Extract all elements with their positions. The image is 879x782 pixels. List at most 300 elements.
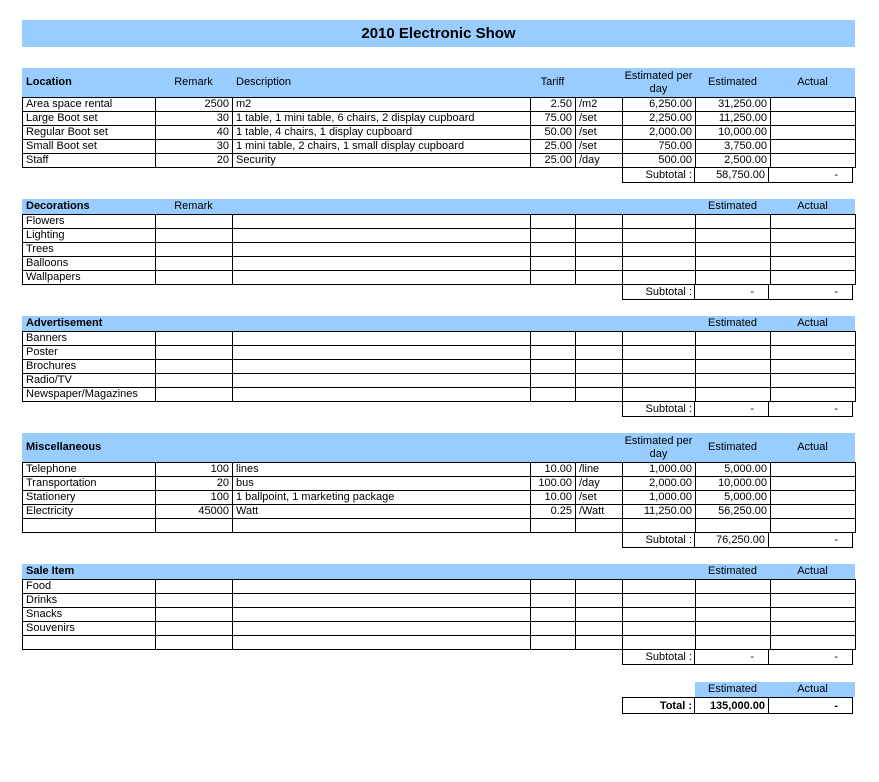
cell-actual: [771, 243, 856, 257]
cell-estimated: 3,750.00: [696, 140, 771, 154]
cell-actual: [771, 360, 856, 374]
cell-actual: [771, 374, 856, 388]
cell-name: Souvenirs: [23, 622, 156, 636]
cell-remark: [156, 594, 233, 608]
cell-tariff: [531, 215, 576, 229]
cell-actual: [771, 477, 856, 491]
cell-estimated: [696, 257, 771, 271]
subtotal-actual: -: [768, 649, 853, 665]
cell-tariff: [531, 243, 576, 257]
total-label: Total :: [622, 697, 695, 714]
subtotal-spacer: [22, 284, 622, 300]
cell-description: [233, 519, 531, 533]
table-row: [23, 463, 856, 477]
location-table: [22, 97, 856, 168]
subtotal-estimated: -: [694, 401, 769, 417]
cell-tariff: [531, 594, 576, 608]
cell-tariff: 25.00: [531, 154, 576, 168]
cell-description: 1 table, 1 mini table, 6 chairs, 2 display cupboard: [233, 112, 531, 126]
cell-remark: [156, 388, 233, 402]
cell-remark: [156, 636, 233, 650]
cell-estimated: [696, 594, 771, 608]
table-row: [23, 608, 856, 622]
column-header-actual: Actual: [797, 76, 828, 88]
total-estimated-value: 135,000.00: [694, 697, 769, 714]
cell-unit: [576, 332, 623, 346]
cell-tariff: [531, 346, 576, 360]
column-header-description: Description: [236, 76, 292, 88]
cell-unit: [576, 243, 623, 257]
subtotal-label: Subtotal :: [622, 401, 695, 417]
cell-actual: [771, 271, 856, 285]
cell-name: Flowers: [23, 215, 156, 229]
column-header-remark: [155, 564, 232, 579]
cell-actual: [771, 622, 856, 636]
column-header-unit: [575, 564, 622, 579]
cell-unit: /day: [576, 154, 623, 168]
cell-estimated: 10,000.00: [696, 126, 771, 140]
cell-per-day: 2,000.00: [623, 477, 696, 491]
cell-per-day: [623, 374, 696, 388]
cell-unit: [576, 346, 623, 360]
cell-remark: 40: [156, 126, 233, 140]
cell-remark: 2500: [156, 98, 233, 112]
cell-estimated: [696, 332, 771, 346]
cell-tariff: [531, 519, 576, 533]
cell-unit: /set: [576, 491, 623, 505]
cell-actual: [771, 229, 856, 243]
total-block: [22, 682, 855, 714]
cell-description: 1 mini table, 2 chairs, 1 small display cupboard: [233, 140, 531, 154]
miscellaneous-table: [22, 462, 856, 533]
cell-actual: [771, 98, 856, 112]
cell-tariff: [531, 608, 576, 622]
cell-estimated: 5,000.00: [696, 463, 771, 477]
cell-actual: [771, 463, 856, 477]
cell-per-day: [623, 243, 696, 257]
cell-remark: [156, 271, 233, 285]
cell-tariff: [531, 580, 576, 594]
cell-per-day: 1,000.00: [623, 463, 696, 477]
column-header-estimated-per-day: [622, 199, 695, 214]
cell-description: [233, 257, 531, 271]
table-row: [23, 257, 856, 271]
cell-per-day: [623, 346, 696, 360]
cell-name: Newspaper/Magazines: [23, 388, 156, 402]
cell-remark: 100: [156, 491, 233, 505]
cell-unit: [576, 636, 623, 650]
cell-tariff: [531, 257, 576, 271]
cell-estimated: [696, 622, 771, 636]
cell-estimated: 11,250.00: [696, 112, 771, 126]
sheet-title: [22, 20, 855, 47]
cell-unit: [576, 594, 623, 608]
column-header-estimated: Estimated: [708, 76, 757, 88]
cell-per-day: [623, 622, 696, 636]
subtotal-actual: -: [768, 532, 853, 548]
cell-description: [233, 346, 531, 360]
section-sale-item: [22, 564, 855, 665]
cell-estimated: [696, 243, 771, 257]
cell-remark: [156, 360, 233, 374]
cell-unit: [576, 271, 623, 285]
subtotal-spacer: [22, 167, 622, 183]
column-header-actual: Actual: [797, 200, 828, 212]
cell-name: Wallpapers: [23, 271, 156, 285]
cell-per-day: 11,250.00: [623, 505, 696, 519]
cell-estimated: [696, 374, 771, 388]
cell-name: Lighting: [23, 229, 156, 243]
cell-tariff: 2.50: [531, 98, 576, 112]
subtotal-row: [22, 284, 855, 300]
subtotal-row: [22, 401, 855, 417]
table-row: [23, 332, 856, 346]
sale-item-table: [22, 579, 856, 650]
cell-actual: [771, 346, 856, 360]
location-header-row: [22, 68, 855, 97]
cell-actual: [771, 112, 856, 126]
column-header-remark: [155, 433, 232, 462]
table-row: [23, 140, 856, 154]
column-header-description: [232, 199, 530, 214]
table-row: [23, 98, 856, 112]
cell-tariff: [531, 622, 576, 636]
column-header-estimated-per-day: [622, 316, 695, 331]
cell-per-day: [623, 519, 696, 533]
column-header-unit: [575, 433, 622, 462]
cell-name: Brochures: [23, 360, 156, 374]
cell-name: Trees: [23, 243, 156, 257]
cell-estimated: [696, 580, 771, 594]
cell-tariff: 10.00: [531, 463, 576, 477]
cell-name: Drinks: [23, 594, 156, 608]
cell-description: lines: [233, 463, 531, 477]
subtotal-actual: -: [768, 167, 853, 183]
cell-description: [233, 332, 531, 346]
cell-name: Electricity: [23, 505, 156, 519]
cell-per-day: 750.00: [623, 140, 696, 154]
table-row: [23, 519, 856, 533]
cell-name: [23, 519, 156, 533]
cell-per-day: [623, 257, 696, 271]
cell-unit: [576, 388, 623, 402]
cell-per-day: [623, 229, 696, 243]
section-title-decorations: Decorations: [26, 200, 90, 212]
cell-tariff: [531, 271, 576, 285]
cell-name: [23, 636, 156, 650]
cell-description: [233, 271, 531, 285]
column-header-estimated: Estimated: [708, 441, 757, 453]
subtotal-label: Subtotal :: [622, 167, 695, 183]
cell-per-day: [623, 360, 696, 374]
cell-actual: [771, 215, 856, 229]
subtotal-label: Subtotal :: [622, 532, 695, 548]
cell-tariff: [531, 332, 576, 346]
column-header-unit: [575, 68, 622, 97]
table-row: [23, 374, 856, 388]
cell-name: Small Boot set: [23, 140, 156, 154]
cell-name: Banners: [23, 332, 156, 346]
cell-name: Area space rental: [23, 98, 156, 112]
cell-name: Poster: [23, 346, 156, 360]
cell-per-day: [623, 594, 696, 608]
cell-description: [233, 594, 531, 608]
column-header-tariff: [530, 564, 575, 579]
section-title-miscellaneous: Miscellaneous: [26, 441, 102, 453]
cell-description: [233, 608, 531, 622]
column-header-description: [232, 433, 530, 462]
cell-remark: 30: [156, 112, 233, 126]
cell-remark: 20: [156, 154, 233, 168]
decorations-table: [22, 214, 856, 285]
cell-remark: [156, 608, 233, 622]
cell-remark: [156, 374, 233, 388]
cell-unit: /set: [576, 126, 623, 140]
table-row: [23, 271, 856, 285]
advertisement-table: [22, 331, 856, 402]
column-header-estimated: Estimated: [708, 200, 757, 212]
cell-actual: [771, 636, 856, 650]
cell-name: Transportation: [23, 477, 156, 491]
table-row: [23, 505, 856, 519]
section-location: [22, 68, 855, 183]
cell-description: [233, 243, 531, 257]
subtotal-row: [22, 649, 855, 665]
cell-name: Radio/TV: [23, 374, 156, 388]
cell-unit: [576, 580, 623, 594]
table-row: [23, 580, 856, 594]
cell-name: Snacks: [23, 608, 156, 622]
table-row: [23, 477, 856, 491]
cell-tariff: [531, 229, 576, 243]
cell-remark: [156, 257, 233, 271]
cell-per-day: [623, 636, 696, 650]
cell-per-day: 500.00: [623, 154, 696, 168]
column-header-tariff: Tariff: [540, 76, 565, 88]
table-row: [23, 636, 856, 650]
cell-actual: [771, 332, 856, 346]
cell-tariff: 100.00: [531, 477, 576, 491]
decorations-header-row: [22, 199, 855, 214]
cell-name: Staff: [23, 154, 156, 168]
cell-tariff: 10.00: [531, 491, 576, 505]
table-row: [23, 491, 856, 505]
table-row: [23, 243, 856, 257]
cell-actual: [771, 505, 856, 519]
cell-description: m2: [233, 98, 531, 112]
cell-unit: /day: [576, 477, 623, 491]
cell-remark: [156, 243, 233, 257]
cell-estimated: 56,250.00: [696, 505, 771, 519]
cell-description: [233, 388, 531, 402]
cell-description: Watt: [233, 505, 531, 519]
cell-name: Large Boot set: [23, 112, 156, 126]
cell-description: [233, 580, 531, 594]
subtotal-row: [22, 532, 855, 548]
subtotal-spacer: [22, 401, 622, 417]
cell-unit: [576, 360, 623, 374]
column-header-tariff: [530, 316, 575, 331]
subtotal-estimated: -: [694, 284, 769, 300]
cell-per-day: 6,250.00: [623, 98, 696, 112]
cell-description: 1 table, 4 chairs, 1 display cupboard: [233, 126, 531, 140]
cell-remark: [156, 519, 233, 533]
cell-estimated: [696, 360, 771, 374]
table-row: [23, 594, 856, 608]
cell-name: Food: [23, 580, 156, 594]
cell-estimated: [696, 215, 771, 229]
column-header-actual: Actual: [797, 441, 828, 453]
column-header-description: [232, 316, 530, 331]
sale-item-header-row: [22, 564, 855, 579]
table-row: [23, 229, 856, 243]
cell-unit: [576, 374, 623, 388]
section-title-location: Location: [26, 76, 72, 88]
total-estimated-header: Estimated: [695, 682, 770, 697]
cell-description: [233, 360, 531, 374]
section-miscellaneous: [22, 433, 855, 548]
cell-actual: [771, 594, 856, 608]
table-row: [23, 215, 856, 229]
column-header-actual: Actual: [797, 317, 828, 329]
total-row: [622, 697, 855, 714]
cell-remark: [156, 332, 233, 346]
column-header-description: [232, 564, 530, 579]
cell-description: 1 ballpoint, 1 marketing package: [233, 491, 531, 505]
cell-description: [233, 622, 531, 636]
cell-unit: [576, 257, 623, 271]
cell-actual: [771, 126, 856, 140]
cell-actual: [771, 519, 856, 533]
cell-unit: /Watt: [576, 505, 623, 519]
cell-tariff: [531, 636, 576, 650]
cell-estimated: [696, 636, 771, 650]
total-actual-value: -: [768, 697, 853, 714]
cell-per-day: 2,000.00: [623, 126, 696, 140]
cell-unit: /set: [576, 112, 623, 126]
cell-remark: 20: [156, 477, 233, 491]
cell-remark: 100: [156, 463, 233, 477]
cell-remark: [156, 229, 233, 243]
cell-name: Balloons: [23, 257, 156, 271]
cell-per-day: [623, 608, 696, 622]
cell-tariff: [531, 374, 576, 388]
miscellaneous-header-row: [22, 433, 855, 462]
cell-per-day: [623, 580, 696, 594]
cell-name: Telephone: [23, 463, 156, 477]
cell-estimated: [696, 346, 771, 360]
cell-estimated: 10,000.00: [696, 477, 771, 491]
column-header-estimated-per-day: [622, 564, 695, 579]
cell-remark: [156, 346, 233, 360]
subtotal-estimated: 58,750.00: [694, 167, 769, 183]
column-header-estimated: Estimated: [708, 317, 757, 329]
subtotal-label: Subtotal :: [622, 284, 695, 300]
cell-tariff: 75.00: [531, 112, 576, 126]
cell-unit: /m2: [576, 98, 623, 112]
cell-remark: 30: [156, 140, 233, 154]
cell-actual: [771, 388, 856, 402]
cell-description: [233, 229, 531, 243]
cell-tariff: 50.00: [531, 126, 576, 140]
subtotal-label: Subtotal :: [622, 649, 695, 665]
cell-estimated: 5,000.00: [696, 491, 771, 505]
subtotal-estimated: 76,250.00: [694, 532, 769, 548]
total-actual-header: Actual: [770, 682, 855, 697]
cell-unit: [576, 229, 623, 243]
cell-unit: [576, 608, 623, 622]
cell-actual: [771, 154, 856, 168]
cell-per-day: 1,000.00: [623, 491, 696, 505]
section-title-advertisement: Advertisement: [26, 317, 103, 329]
cell-tariff: 0.25: [531, 505, 576, 519]
sheet-title-text: 2010 Electronic Show: [361, 25, 516, 42]
cell-remark: [156, 215, 233, 229]
cell-actual: [771, 491, 856, 505]
cell-tariff: [531, 388, 576, 402]
subtotal-row: [22, 167, 855, 183]
cell-per-day: [623, 271, 696, 285]
section-decorations: [22, 199, 855, 300]
column-header-remark: Remark: [174, 76, 213, 88]
cell-unit: /line: [576, 463, 623, 477]
subtotal-actual: -: [768, 401, 853, 417]
cell-estimated: 2,500.00: [696, 154, 771, 168]
cell-description: bus: [233, 477, 531, 491]
table-row: [23, 622, 856, 636]
cell-description: [233, 215, 531, 229]
subtotal-actual: -: [768, 284, 853, 300]
total-header-row: [695, 682, 855, 697]
column-header-tariff: [530, 433, 575, 462]
column-header-tariff: [530, 199, 575, 214]
cell-unit: /set: [576, 140, 623, 154]
section-advertisement: [22, 316, 855, 417]
cell-estimated: [696, 388, 771, 402]
column-header-remark: [155, 316, 232, 331]
cell-remark: 45000: [156, 505, 233, 519]
column-header-estimated-per-day: Estimated per day: [624, 69, 693, 95]
advertisement-header-row: [22, 316, 855, 331]
cell-unit: [576, 622, 623, 636]
cell-estimated: [696, 229, 771, 243]
table-row: [23, 126, 856, 140]
cell-per-day: [623, 388, 696, 402]
cell-tariff: 25.00: [531, 140, 576, 154]
cell-estimated: [696, 519, 771, 533]
subtotal-spacer: [22, 649, 622, 665]
cell-actual: [771, 140, 856, 154]
cell-per-day: [623, 215, 696, 229]
cell-description: Security: [233, 154, 531, 168]
cell-estimated: [696, 271, 771, 285]
cell-actual: [771, 608, 856, 622]
subtotal-estimated: -: [694, 649, 769, 665]
cell-estimated: [696, 608, 771, 622]
cell-unit: [576, 215, 623, 229]
table-row: [23, 346, 856, 360]
cell-remark: [156, 622, 233, 636]
table-row: [23, 112, 856, 126]
cell-actual: [771, 580, 856, 594]
cell-actual: [771, 257, 856, 271]
cell-name: Stationery: [23, 491, 156, 505]
cell-tariff: [531, 360, 576, 374]
cell-unit: [576, 519, 623, 533]
cell-remark: [156, 580, 233, 594]
cell-description: [233, 374, 531, 388]
cell-name: Regular Boot set: [23, 126, 156, 140]
